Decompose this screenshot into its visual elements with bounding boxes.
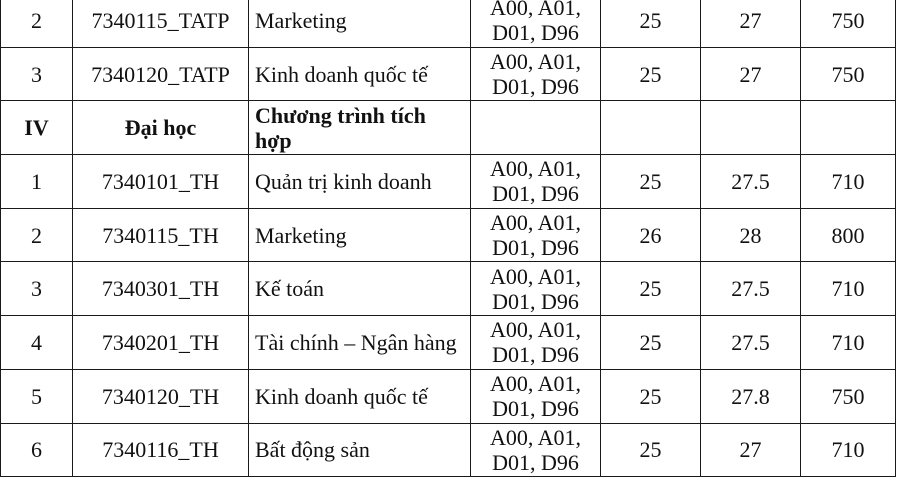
program-code-cell: 7340116_TH [73, 423, 249, 477]
stt-cell: 3 [1, 47, 73, 101]
program-name-cell: Kế toán [249, 262, 471, 316]
subject-combination-cell [471, 369, 601, 423]
score-cell-1: 25 [601, 316, 701, 370]
table-row [1, 423, 896, 477]
program-code-cell: 7340120_TH [73, 369, 249, 423]
subject-combination-cell [471, 101, 601, 155]
subject-combination-line-2: D01, D96 [492, 288, 579, 314]
subject-combination-cell [471, 0, 601, 47]
program-name-cell: Marketing [249, 0, 471, 47]
subject-combination-line-1: A00, A01, [489, 424, 582, 450]
subject-combination-cell [471, 423, 601, 477]
score-cell-2: 27 [701, 47, 801, 101]
stt-cell: 2 [1, 0, 73, 47]
score-cell-3: 750 [801, 0, 896, 47]
subject-combination-cell [471, 208, 601, 262]
subject-combination-line-1: A00, A01, [489, 263, 582, 289]
score-cell-3: 750 [801, 369, 896, 423]
score-cell-2: 27.5 [701, 262, 801, 316]
program-code-cell: 7340101_TH [73, 155, 249, 209]
score-cell-3: 800 [801, 208, 896, 262]
table-row [1, 0, 896, 47]
stt-cell: IV [1, 101, 73, 155]
score-cell-3: 750 [801, 47, 896, 101]
stt-cell: 2 [1, 208, 73, 262]
subject-combination-line-2: D01, D96 [492, 449, 579, 475]
score-cell-2: 27.5 [701, 316, 801, 370]
subject-combination-line-2: D01, D96 [492, 235, 579, 261]
subject-combination-line-1: A00, A01, [489, 371, 582, 397]
program-name-cell: Quản trị kinh doanh [249, 155, 471, 209]
score-cell-2 [701, 101, 801, 155]
score-cell-1: 25 [601, 423, 701, 477]
score-cell-1: 26 [601, 208, 701, 262]
score-cell-3 [801, 101, 896, 155]
score-cell-1: 25 [601, 369, 701, 423]
table-body [1, 0, 896, 477]
score-cell-2: 27.5 [701, 155, 801, 209]
subject-combination-line-2: D01, D96 [492, 181, 579, 207]
table-row [1, 262, 896, 316]
subject-combination-cell [471, 47, 601, 101]
program-name-cell: Chương trình tích hợp [249, 101, 471, 155]
score-cell-2: 28 [701, 208, 801, 262]
subject-combination-line-1: A00, A01, [489, 210, 582, 236]
table-row [1, 47, 896, 101]
program-name-cell: Bất động sản [249, 423, 471, 477]
stt-cell: 1 [1, 155, 73, 209]
program-name-cell: Tài chính – Ngân hàng [249, 316, 471, 370]
subject-combination-line-1: A00, A01, [489, 156, 582, 182]
program-code-cell: 7340115_TATP [73, 0, 249, 47]
subject-combination-line-2: D01, D96 [492, 342, 579, 368]
program-code-cell: 7340120_TATP [73, 47, 249, 101]
score-cell-1 [601, 101, 701, 155]
score-cell-1: 25 [601, 262, 701, 316]
subject-combination-line-2: D01, D96 [492, 74, 579, 100]
subject-combination-cell [471, 262, 601, 316]
program-code-cell: 7340201_TH [73, 316, 249, 370]
stt-cell: 4 [1, 316, 73, 370]
program-code-cell: 7340301_TH [73, 262, 249, 316]
section-header-row [1, 101, 896, 155]
score-cell-3: 710 [801, 155, 896, 209]
subject-combination-cell [471, 155, 601, 209]
score-cell-3: 710 [801, 316, 896, 370]
program-code-cell: Đại học [73, 101, 249, 155]
score-cell-2: 27 [701, 423, 801, 477]
table-row [1, 369, 896, 423]
score-cell-1: 25 [601, 0, 701, 47]
table-row [1, 316, 896, 370]
subject-combination-cell [471, 316, 601, 370]
stt-cell: 3 [1, 262, 73, 316]
score-cell-2: 27 [701, 0, 801, 47]
stt-cell: 5 [1, 369, 73, 423]
stt-cell: 6 [1, 423, 73, 477]
table-row [1, 155, 896, 209]
program-name-cell: Marketing [249, 208, 471, 262]
table-row [1, 208, 896, 262]
program-name-cell: Kinh doanh quốc tế [249, 369, 471, 423]
score-cell-1: 25 [601, 47, 701, 101]
program-code-cell: 7340115_TH [73, 208, 249, 262]
score-cell-1: 25 [601, 155, 701, 209]
score-cell-3: 710 [801, 423, 896, 477]
subject-combination-line-1: A00, A01, [489, 49, 582, 75]
subject-combination-line-2: D01, D96 [492, 396, 579, 422]
subject-combination-line-1: A00, A01, [489, 0, 582, 21]
score-cell-2: 27.8 [701, 369, 801, 423]
subject-combination-line-1: A00, A01, [489, 317, 582, 343]
score-cell-3: 710 [801, 262, 896, 316]
program-name-cell: Kinh doanh quốc tế [249, 47, 471, 101]
subject-combination-line-2: D01, D96 [492, 20, 579, 46]
